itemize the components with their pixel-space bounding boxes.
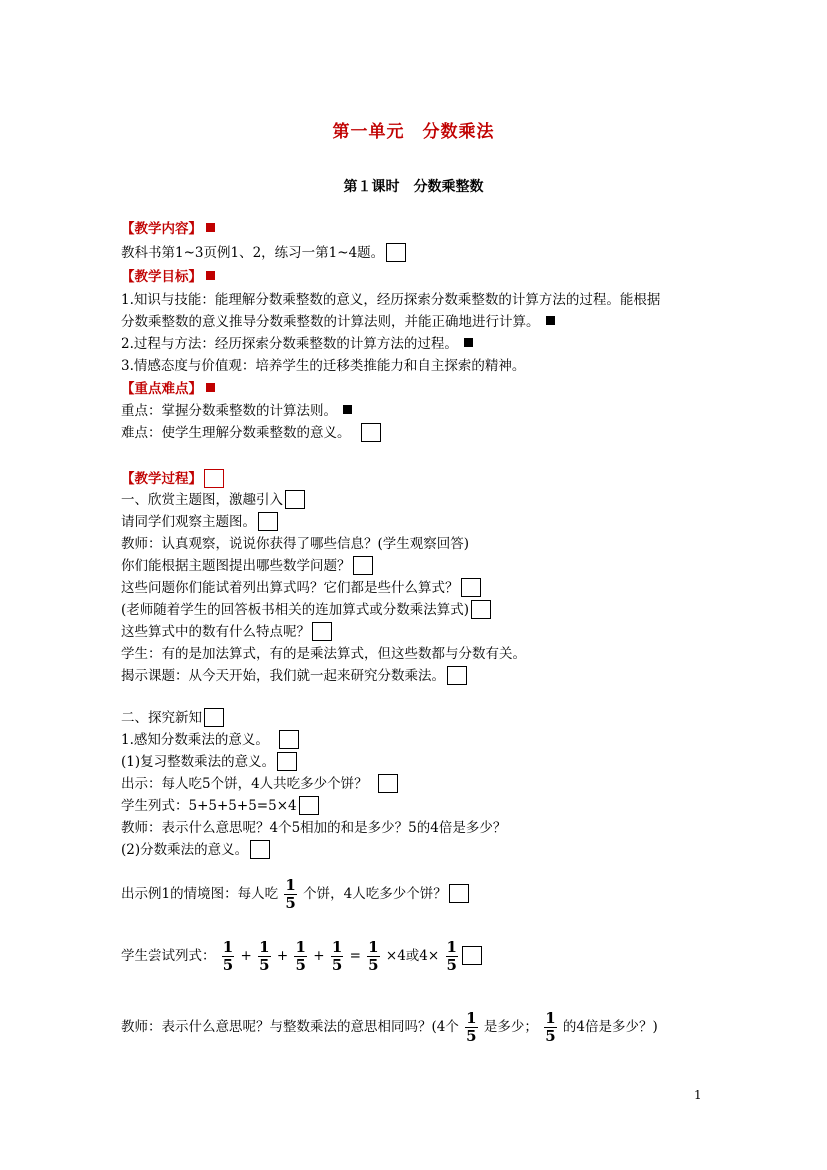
- section2-teacher-text: 教师：表示什么意思呢？4个5相加的和是多少？5的4倍是多少？: [121, 820, 507, 836]
- process-text-8: 学生：有的是加法算式，有的是乘法算式，但这些数都与分数有关。: [121, 646, 526, 662]
- section2-equation-text: 学生列式：5+5+5+5=5×4: [121, 798, 297, 814]
- heading-process-text: 【教学过程】: [121, 471, 202, 487]
- goal1-text-a: 1.知识与技能：能理解分数乘整数的意义，经历探索分数乘整数的计算方法的过程。能根据: [121, 292, 661, 308]
- teacher2-text-b: 是多少；: [483, 1019, 538, 1035]
- checkbox[interactable]: [285, 490, 305, 509]
- process-line-3: [121, 534, 469, 554]
- section2-question-text: 出示：每人吃5个饼，4人共吃多少个饼？: [121, 776, 368, 792]
- process-line-9: [121, 666, 467, 686]
- goal3-line: [121, 356, 525, 376]
- checkbox[interactable]: [258, 512, 278, 531]
- fraction: $\frac{1}{5}$: [446, 938, 457, 974]
- process-text-7: 这些算式中的数有什么特点呢？: [121, 624, 310, 640]
- fraction: $\frac{1}{5}$: [368, 938, 379, 974]
- fraction: $\frac{1}{5}$: [466, 1009, 477, 1045]
- difficulty-line: [121, 423, 381, 443]
- teacher2-text-c: 的4倍是多少？): [562, 1019, 658, 1035]
- example1-text-a: 出示例1的情境图：每人吃: [121, 886, 279, 902]
- process-text-3: 教师：认真观察，说说你获得了哪些信息？(学生观察回答): [121, 536, 470, 552]
- goal1-text-b: 分数乘整数的意义推导分数乘整数的计算法则，并能正确地进行计算。: [121, 314, 540, 330]
- section2-item1: [121, 730, 299, 750]
- black-square-icon: [546, 316, 555, 325]
- fraction: $\frac{1}{5}$: [545, 1009, 556, 1045]
- fraction: $\frac{1}{5}$: [295, 938, 306, 974]
- process-line-5: [121, 578, 481, 598]
- difficulty-text: 难点：使学生理解分数乘整数的意义。: [121, 425, 351, 441]
- section2-teacher: [121, 818, 506, 838]
- heading-content: [121, 219, 215, 239]
- page-number: 1: [694, 1088, 702, 1102]
- equals-sign: =: [349, 948, 361, 964]
- checkbox[interactable]: [386, 243, 406, 262]
- checkbox[interactable]: [353, 556, 373, 575]
- checkbox[interactable]: [279, 730, 299, 749]
- goal3-text: 3.情感态度与价值观：培养学生的迁移类推能力和自主探索的精神。: [121, 358, 526, 374]
- content-text: 教科书第1~3页例1、2，练习一第1~4题。: [121, 245, 385, 261]
- checkbox[interactable]: [447, 666, 467, 685]
- content-line: [121, 243, 406, 263]
- fraction: $\frac{1}{5}$: [285, 876, 296, 912]
- key-text: 重点：掌握分数乘整数的计算法则。: [121, 403, 337, 419]
- process-line-6: [121, 600, 491, 620]
- checkbox[interactable]: [378, 774, 398, 793]
- heading-goals-text: 【教学目标】: [121, 269, 202, 285]
- example1-line: [121, 874, 469, 914]
- checkbox[interactable]: [471, 600, 491, 619]
- goal1-line-a: [121, 290, 660, 310]
- checkbox[interactable]: [299, 796, 319, 815]
- section2-item1-text: 1.感知分数乘法的意义。: [121, 732, 269, 748]
- section2-item1-2-text: (2)分数乘法的意义。: [121, 842, 249, 858]
- goal2-line: [121, 334, 473, 354]
- process-line-8: [121, 644, 526, 664]
- lesson-subtitle: 第１课时 分数乘整数: [343, 179, 484, 195]
- fraction: $\frac{1}{5}$: [259, 938, 270, 974]
- heading-goals: [121, 267, 215, 287]
- red-square-icon: [206, 271, 215, 280]
- black-square-icon: [464, 338, 473, 347]
- checkbox[interactable]: [361, 423, 381, 442]
- section2-equation: [121, 796, 319, 816]
- section2-item1-2: [121, 840, 270, 860]
- checkbox[interactable]: [462, 946, 482, 965]
- try-text-a: 学生尝试列式：: [121, 948, 216, 964]
- section2-heading: [121, 708, 224, 728]
- black-square-icon: [343, 405, 352, 414]
- page-title: 第一单元 分数乘法: [332, 122, 495, 142]
- plus-sign: +: [240, 948, 252, 964]
- section2-question: [121, 774, 398, 794]
- process-line-4: [121, 556, 373, 576]
- goal1-line-b: [121, 312, 555, 332]
- heading-process: [121, 469, 224, 489]
- section2-text: 二、探究新知: [121, 710, 202, 726]
- try-equation-line: [121, 936, 482, 976]
- checkbox[interactable]: [461, 578, 481, 597]
- try-text-b: ×4或4×: [385, 948, 440, 964]
- teacher2-line: [121, 1007, 658, 1047]
- process-line-1: [121, 490, 305, 510]
- section2-item1-1: [121, 752, 297, 772]
- heading-key-text: 【重点难点】: [121, 381, 202, 397]
- checkbox[interactable]: [250, 840, 270, 859]
- teacher2-text-a: 教师：表示什么意思呢？与整数乘法的意思相同吗？(4个: [121, 1019, 459, 1035]
- plus-sign: +: [313, 948, 325, 964]
- process-text-2: 请同学们观察主题图。: [121, 514, 256, 530]
- process-line-7: [121, 622, 332, 642]
- example1-text-b: 个饼，4人吃多少个饼？: [303, 886, 447, 902]
- process-text-6: (老师随着学生的回答板书相关的连加算式或分数乘法算式): [121, 602, 470, 618]
- process-text-4: 你们能根据主题图提出哪些数学问题？: [121, 558, 351, 574]
- checkbox[interactable]: [204, 469, 224, 488]
- fraction: $\frac{1}{5}$: [222, 938, 234, 974]
- process-text-9: 揭示课题：从今天开始，我们就一起来研究分数乘法。: [121, 668, 445, 684]
- heading-key: [121, 379, 215, 399]
- checkbox[interactable]: [312, 622, 332, 641]
- checkbox[interactable]: [204, 708, 224, 727]
- checkbox[interactable]: [449, 884, 469, 903]
- process-line-2: [121, 512, 278, 532]
- red-square-icon: [206, 383, 215, 392]
- section2-item1-1-text: (1)复习整数乘法的意义。: [121, 754, 276, 770]
- heading-content-text: 【教学内容】: [121, 221, 202, 237]
- checkbox[interactable]: [277, 752, 297, 771]
- fraction: $\frac{1}{5}$: [331, 938, 343, 974]
- process-text-1: 一、欣赏主题图，激趣引入: [121, 492, 283, 508]
- process-text-5: 这些问题你们能试着列出算式吗？它们都是些什么算式？: [121, 580, 459, 596]
- goal2-text: 2.过程与方法：经历探索分数乘整数的计算方法的过程。: [121, 336, 458, 352]
- key-line: [121, 401, 352, 421]
- red-square-icon: [206, 223, 215, 232]
- plus-sign: +: [276, 948, 289, 964]
